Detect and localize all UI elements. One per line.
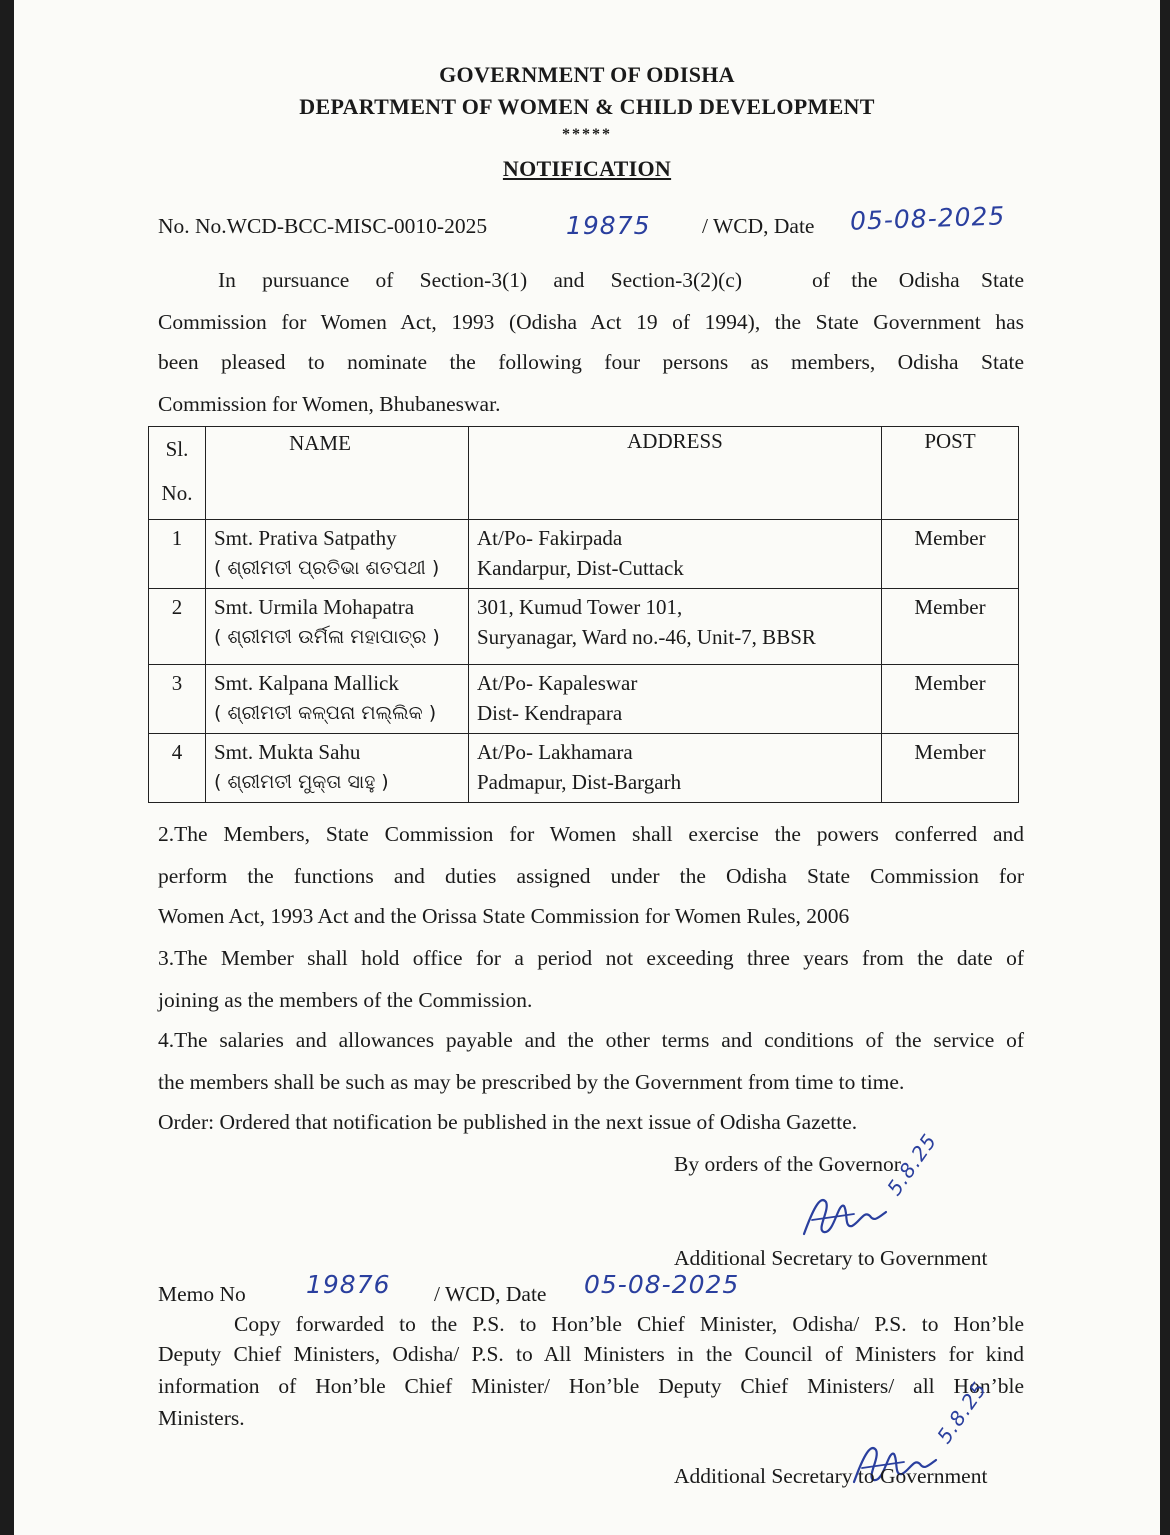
document-page bbox=[14, 0, 1160, 1535]
memo-prefix: Memo No bbox=[158, 1282, 246, 1306]
by-orders-of-governor: By orders of the Governor bbox=[674, 1152, 901, 1176]
notification-number-prefix: No. No.WCD-BCC-MISC-0010-2025 bbox=[158, 214, 488, 238]
cell-name bbox=[206, 665, 469, 734]
address-line-2: Suryanagar, Ward no.-46, Unit-7, BBSR bbox=[477, 625, 816, 649]
header-name: NAME bbox=[206, 427, 469, 520]
address-line-2: Kandarpur, Dist-Cuttack bbox=[477, 556, 684, 580]
member-name-english: Smt. Kalpana Mallick bbox=[214, 671, 399, 695]
memo-line-3: information of Hon’ble Chief Minister/ Hon’ble Deputy Chief Ministers/ all Hon’ble bbox=[158, 1374, 1024, 1398]
cell-post: Member bbox=[882, 734, 1019, 803]
cell-address bbox=[469, 589, 882, 665]
header-stars: ***** bbox=[562, 126, 612, 143]
address-line-1: At/Po- Kapaleswar bbox=[477, 671, 638, 695]
signature-2-date: 5.8.25 bbox=[932, 1376, 992, 1448]
notification-title: NOTIFICATION bbox=[502, 156, 672, 181]
member-name-odia: ( ଶ୍ରୀମତୀ ପ୍ରତିଭା ଶତପଥୀ ) bbox=[214, 557, 440, 579]
cell-post: Member bbox=[882, 520, 1019, 589]
memo-line-1: Copy forwarded to the P.S. to Hon’ble Chief Minister, Odisha/ P.S. to Hon’ble bbox=[234, 1312, 1024, 1336]
memo-date-handwritten: 05-08-2025 bbox=[584, 1270, 740, 1299]
cell-sl: 3 bbox=[149, 665, 206, 734]
table-row bbox=[149, 665, 1019, 734]
header-department: DEPARTMENT OF WOMEN & CHILD DEVELOPMENT bbox=[299, 94, 875, 119]
cell-name bbox=[206, 589, 469, 665]
cell-sl: 1 bbox=[149, 520, 206, 589]
intro-line-1a: In pursuance of Section-3(1) and Section-3(2)(c) bbox=[218, 268, 742, 292]
member-name-english: Smt. Prativa Satpathy bbox=[214, 526, 397, 550]
cell-address bbox=[469, 520, 882, 589]
table-row bbox=[149, 589, 1019, 665]
member-name-odia: ( ଶ୍ରୀମତୀ ଉର୍ମିଳା ମହାପାତ୍ର ) bbox=[214, 626, 440, 648]
clause-2-line-3: Women Act, 1993 Act and the Orissa State Commission for Women Rules, 2006 bbox=[158, 904, 850, 928]
memo-number-handwritten: 19876 bbox=[306, 1270, 391, 1299]
header-post: POST bbox=[882, 427, 1019, 520]
table-row bbox=[149, 520, 1019, 589]
clause-4-line-1: 4.The salaries and allowances payable and the other terms and conditions of the service of bbox=[158, 1028, 1024, 1052]
member-name-odia: ( ଶ୍ରୀମତୀ ମୁକ୍ତା ସାହୁ ) bbox=[214, 771, 389, 793]
header-sl-line2: No. bbox=[161, 481, 193, 505]
cell-post: Member bbox=[882, 589, 1019, 665]
signature-1-date: 5.8.25 bbox=[882, 1128, 942, 1200]
address-line-1: At/Po- Lakhamara bbox=[477, 740, 633, 764]
member-name-english: Smt. Mukta Sahu bbox=[214, 740, 361, 764]
member-name-english: Smt. Urmila Mohapatra bbox=[214, 595, 415, 619]
memo-line-2: Deputy Chief Ministers, Odisha/ P.S. to All Ministers in the Council of Ministers for kind bbox=[158, 1342, 1024, 1366]
notification-dept: / WCD, Date bbox=[702, 214, 815, 238]
address-line-1: 301, Kumud Tower 101, bbox=[477, 595, 683, 619]
notification-number-handwritten: 19875 bbox=[566, 211, 651, 240]
header-sl-line1: Sl. bbox=[165, 437, 189, 461]
order-line: Order: Ordered that notification be published in the next issue of Odisha Gazette. bbox=[158, 1110, 858, 1134]
clause-2-line-2: perform the functions and duties assigned under the Odisha State Commission for bbox=[158, 864, 1024, 888]
notification-date-handwritten: 05-08-2025 bbox=[849, 201, 1006, 236]
intro-line-4: Commission for Women, Bhubaneswar. bbox=[158, 392, 501, 416]
header-address: ADDRESS bbox=[469, 427, 882, 520]
signature-1 bbox=[794, 1172, 964, 1252]
cell-sl: 2 bbox=[149, 589, 206, 665]
address-line-2: Dist- Kendrapara bbox=[477, 701, 623, 725]
cell-post: Member bbox=[882, 665, 1019, 734]
intro-line-1b: of the Odisha State bbox=[812, 268, 1024, 292]
memo-line-4: Ministers. bbox=[158, 1406, 245, 1430]
intro-line-3: been pleased to nominate the following four persons as members, Odisha State bbox=[158, 350, 1024, 374]
clause-3-line-1: 3.The Member shall hold office for a period not exceeding three years from the date of bbox=[158, 946, 1024, 970]
members-table bbox=[148, 426, 1019, 803]
clause-2-line-1: 2.The Members, State Commission for Women shall exercise the powers conferred and bbox=[158, 822, 1024, 846]
member-name-odia: ( ଶ୍ରୀମତୀ କଳ୍ପନା ମଲ୍ଲିକ ) bbox=[214, 702, 437, 724]
table-row bbox=[149, 734, 1019, 803]
clause-3-line-2: joining as the members of the Commission. bbox=[158, 988, 533, 1012]
designation-1: Additional Secretary to Government bbox=[674, 1246, 988, 1270]
cell-address bbox=[469, 665, 882, 734]
header-sl-no bbox=[149, 427, 206, 520]
cell-sl: 4 bbox=[149, 734, 206, 803]
intro-line-2: Commission for Women Act, 1993 (Odisha Act 19 of 1994), the State Government has bbox=[158, 310, 1024, 334]
header-government: GOVERNMENT OF ODISHA bbox=[439, 62, 735, 87]
clause-4-line-2: the members shall be such as may be prescribed by the Government from time to time. bbox=[158, 1070, 905, 1094]
cell-name bbox=[206, 520, 469, 589]
address-line-1: At/Po- Fakirpada bbox=[477, 526, 623, 550]
designation-2: Additional Secretary to Government bbox=[674, 1464, 988, 1488]
address-line-2: Padmapur, Dist-Bargarh bbox=[477, 770, 682, 794]
cell-name bbox=[206, 734, 469, 803]
memo-dept: / WCD, Date bbox=[434, 1282, 547, 1306]
table-header-row bbox=[149, 427, 1019, 520]
cell-address bbox=[469, 734, 882, 803]
